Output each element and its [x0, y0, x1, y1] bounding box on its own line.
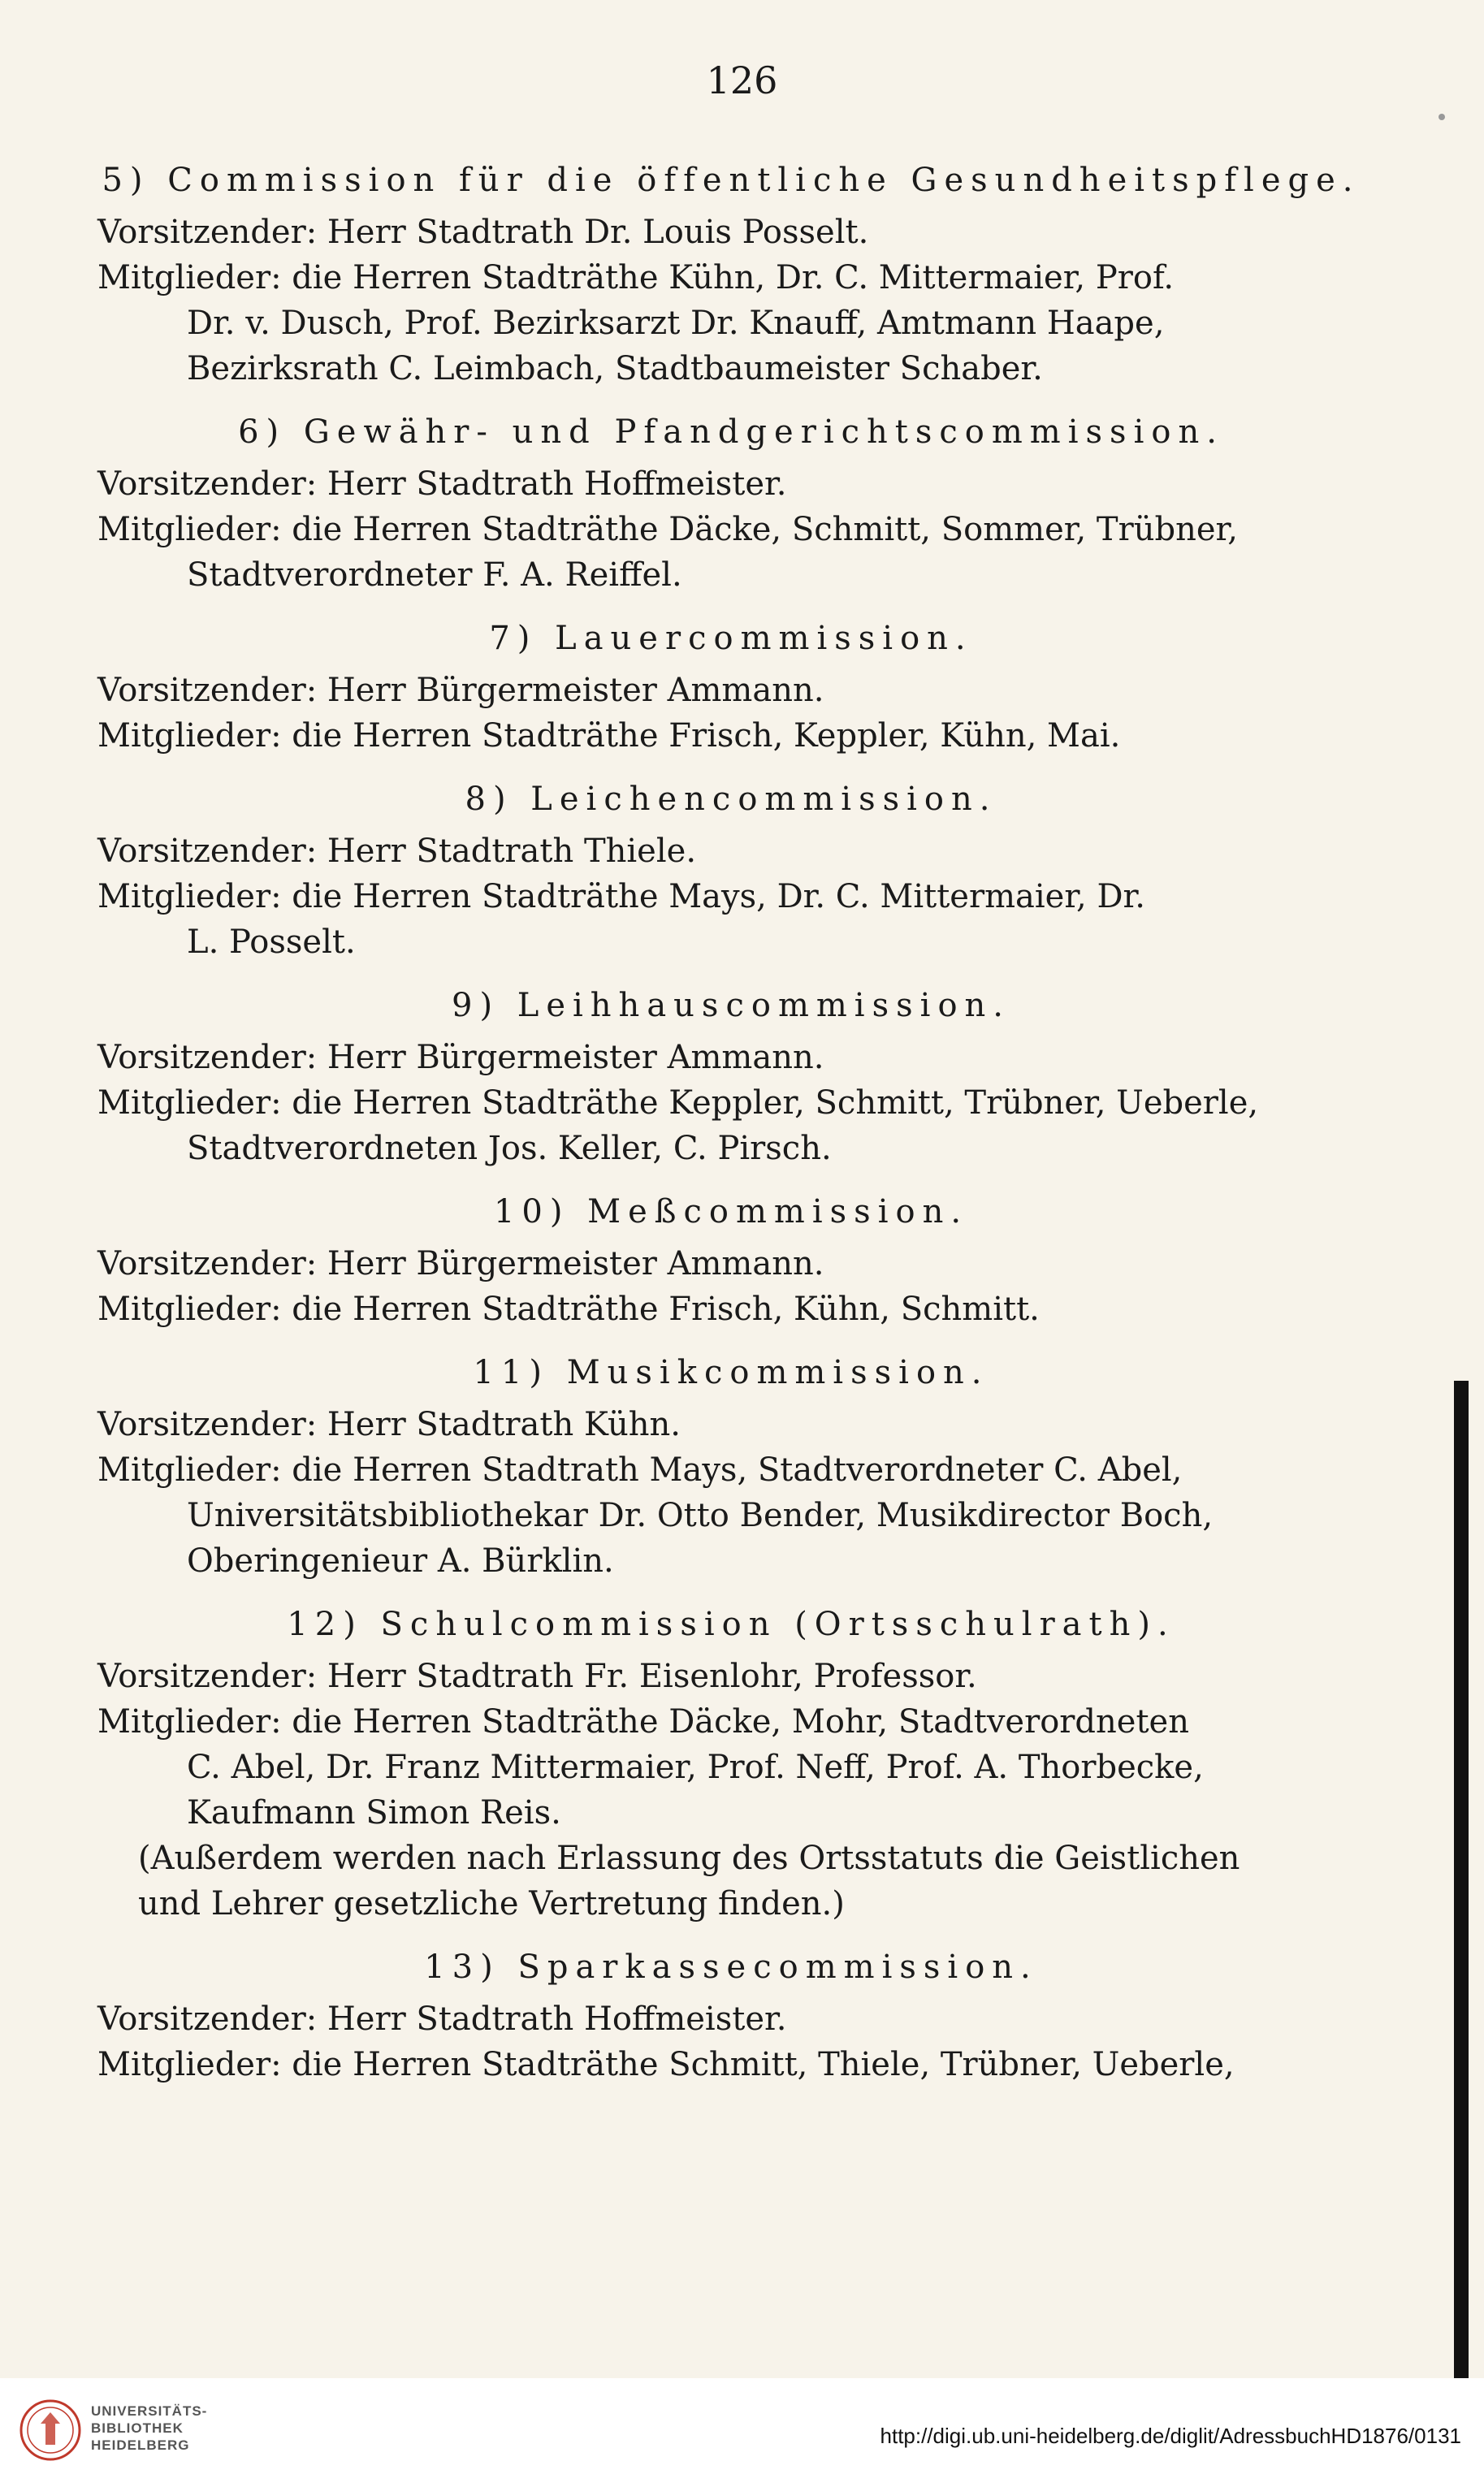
entry-line: Mitglieder: die Herren Stadtrath Mays, Stadtverordneter C. Abel,: [97, 1451, 1183, 1489]
university-seal-icon: [18, 2391, 83, 2469]
entry-line: Vorsitzender: Herr Stadtrath Hoffmeister.: [97, 465, 787, 503]
logo-line: HEIDELBERG: [91, 2437, 190, 2453]
entry-line: Oberingenieur A. Bürklin.: [187, 1542, 614, 1580]
entry-line: Vorsitzender: Herr Stadtrath Hoffmeister.: [97, 2000, 787, 2038]
logo-line: BIBLIOTHEK: [91, 2420, 184, 2436]
entry-line: Stadtverordneter F. A. Reiffel.: [187, 556, 682, 594]
section-heading: 8) Leichencommission.: [465, 781, 997, 818]
note-line: und Lehrer gesetzliche Vertretung finden.): [138, 1885, 845, 1923]
commission-section: [97, 1186, 1365, 1332]
commission-section: [97, 154, 1365, 391]
commission-section: [97, 773, 1365, 965]
entry-line: C. Abel, Dr. Franz Mittermaier, Prof. Neff, Prof. A. Thorbecke,: [187, 1749, 1204, 1786]
section-heading: 7) Lauercommission.: [489, 620, 973, 657]
section-heading: 13) Sparkassecommission.: [424, 1949, 1038, 1986]
entry-line: Mitglieder: die Herren Stadträthe Frisch, Kühn, Schmitt.: [97, 1291, 1040, 1328]
commission-section: [97, 1941, 1365, 2087]
entry-line: Vorsitzender: Herr Bürgermeister Ammann.: [97, 1245, 824, 1282]
commission-section: [97, 612, 1365, 759]
source-url-link[interactable]: http://digi.ub.uni-heidelberg.de/diglit/AdressbuchHD1876/0131: [880, 2424, 1461, 2448]
entry-line: L. Posselt.: [187, 923, 356, 961]
library-logo-text: [91, 2403, 207, 2454]
entry-line: Universitätsbibliothekar Dr. Otto Bender, Musikdirector Boch,: [187, 1497, 1214, 1534]
entry-line: Mitglieder: die Herren Stadträthe Schmitt, Thiele, Trübner, Ueberle,: [97, 2046, 1235, 2083]
entry-line: Mitglieder: die Herren Stadträthe Frisch, Keppler, Kühn, Mai.: [97, 717, 1121, 755]
entry-line: Vorsitzender: Herr Stadtrath Dr. Louis Posselt.: [97, 214, 869, 251]
entry-line: Vorsitzender: Herr Bürgermeister Ammann.: [97, 1039, 824, 1076]
entry-line: Vorsitzender: Herr Stadtrath Thiele.: [97, 833, 697, 870]
entry-line: Mitglieder: die Herren Stadträthe Däcke, Mohr, Stadtverordneten: [97, 1703, 1189, 1741]
scan-speck: [1439, 114, 1445, 120]
entry-line: Mitglieder: die Herren Stadträthe Däcke, Schmitt, Sommer, Trübner,: [97, 511, 1238, 548]
section-heading: 11) Musikcommission.: [473, 1354, 989, 1391]
entry-line: Vorsitzender: Herr Stadtrath Fr. Eisenlohr, Professor.: [97, 1658, 977, 1695]
entry-line: Bezirksrath C. Leimbach, Stadtbaumeister Schaber.: [187, 350, 1043, 387]
commission-section: [97, 406, 1365, 598]
entry-line: Mitglieder: die Herren Stadträthe Keppler, Schmitt, Trübner, Ueberle,: [97, 1084, 1259, 1122]
section-heading: 6) Gewähr- und Pfandgerichtscommission.: [238, 413, 1224, 451]
entry-line: Vorsitzender: Herr Bürgermeister Ammann.: [97, 672, 824, 709]
page-body: [97, 154, 1365, 2102]
entry-line: Stadtverordneten Jos. Keller, C. Pirsch.: [187, 1130, 832, 1167]
note-line: (Außerdem werden nach Erlassung des Ortsstatuts die Geistlichen: [138, 1840, 1240, 1877]
entry-line: Kaufmann Simon Reis.: [187, 1794, 561, 1832]
entry-line: Mitglieder: die Herren Stadträthe Kühn, Dr. C. Mittermaier, Prof.: [97, 259, 1175, 296]
section-heading: 9) Leihhauscommission.: [452, 987, 1010, 1024]
page-number: 126: [706, 58, 778, 102]
entry-line: Dr. v. Dusch, Prof. Bezirksarzt Dr. Knauff, Amtmann Haape,: [187, 305, 1165, 342]
commission-section: [97, 980, 1365, 1171]
commission-section: [97, 1598, 1365, 1927]
scan-edge-shadow: [1454, 1381, 1469, 2378]
logo-line: UNIVERSITÄTS-: [91, 2403, 208, 2419]
section-heading: 12) Schulcommission (Ortsschulrath).: [287, 1606, 1175, 1643]
entry-line: Mitglieder: die Herren Stadträthe Mays, Dr. C. Mittermaier, Dr.: [97, 878, 1145, 915]
entry-line: Vorsitzender: Herr Stadtrath Kühn.: [97, 1406, 681, 1443]
section-heading: 10) Meßcommission.: [493, 1193, 969, 1231]
commission-section: [97, 1347, 1365, 1584]
section-heading: 5) Commission für die öffentliche Gesundheitspflege.: [102, 162, 1361, 199]
